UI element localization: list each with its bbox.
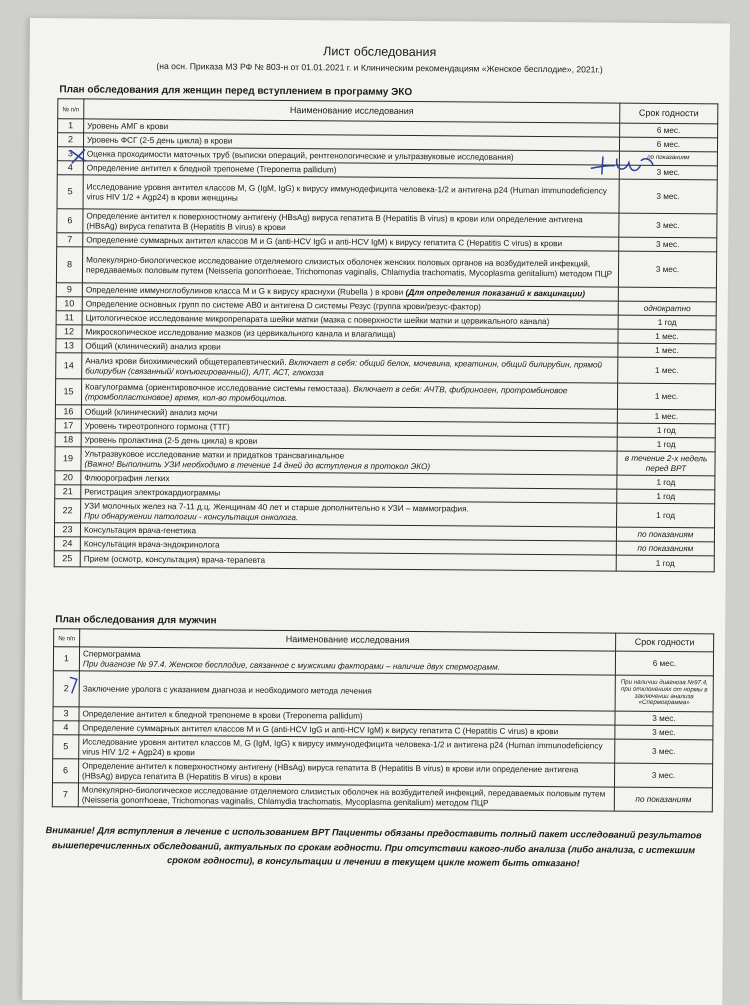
exam-name-text: Цитологическое исследование микропрепарата шейки матки (мазка с поверхности шейки матки и цервикального канала) [85,313,550,326]
table-row [52,783,712,812]
row-number: 4 [53,721,79,735]
exam-expiry: 1 год [617,437,715,452]
col-header-name: Наименование исследования [80,629,616,651]
exam-expiry: 1 мес. [618,343,716,358]
exam-name-note: Включает в себя: общий белок, мочевина, креатинин, общий билирубин, прямой билирубин (связанный/ конъюгированный), АЛТ, АСТ, глюкоза [85,357,603,377]
exam-name-text: Уровень АМГ в крови [87,121,169,131]
table-row [57,175,717,214]
row-number: 4 [57,161,83,175]
row-number: 7 [57,233,83,247]
row-number: 10 [56,297,82,311]
exam-name [83,175,619,213]
exam-name-note: При диагнозе № 97.4. Женское бесплодие, связанное с мужскими факторами – наличие двух спермограмм. [82,658,501,672]
men-section-title: План обследования для мужчин [55,614,217,627]
exam-expiry: 3 мес. [615,739,713,764]
exam-expiry: При наличии диагноза №97.4, при отклонениях от нормы в заключении анализа «Спермограмма» [615,675,713,712]
exam-expiry: 6 мес. [619,137,717,152]
exam-expiry: 1 мес. [618,329,716,344]
exam-name-text: Анализ крови биохимический общетерапевтический. [85,356,287,367]
exam-name-text: Прием (осмотр, консультация) врача-терапевта [83,554,266,565]
handwritten-cross-mark-icon [67,146,91,166]
col-header-num: № п/п [54,629,80,647]
exam-name-note: При обнаружении патологии - консультация онколога. [84,510,299,522]
row-number: 21 [55,485,81,499]
row-number: 1 [58,119,84,133]
warning-note: Внимание! Для вступления в лечение с использованием ВРТ Пациенты обязаны предоставить полный пакет исследований результатов вышеперечисленных обследований, актуальных по срокам годности. При отсутствии какого-либо анализа (либо анализа, с истекшим сроком годности), в консультации и лечении в текущем цикле может быть отказано! [45,825,702,869]
exam-expiry: 1 мес. [617,383,715,410]
row-number: 25 [54,551,80,567]
exam-name-text: Определение основных групп по системе AB0 и антигена D системы Резус (группа крови/резус-фактор) [85,299,481,312]
exam-expiry: 1 год [616,555,714,572]
exam-name-note: (Важно! Выполнить УЗИ необходимо в течение 14 дней до вступления в протокол ЭКО) [84,458,431,471]
exam-name-text: Консультация врача-эндокринолога [83,539,220,550]
exam-expiry: в течение 2-х недель перед ВРТ [617,451,715,476]
exam-name-text: Исследование уровня антител классов M, G (IgM, IgG) к вирусу иммунодефицита человека-1/2 и антигена p24 (Human immunodeficiency virus HIV 1/2 + Agp24) в крови [82,737,603,757]
exam-expiry: 3 мес. [615,725,713,740]
exam-expiry: 3 мес. [619,237,717,252]
row-number: 13 [56,339,82,353]
exam-name-text: Определение антител к бледной трепонеме в крови (Treponema pallidum) [82,709,363,721]
exam-expiry: по показаниям [616,541,714,556]
exam-name [78,783,614,811]
row-number: 9 [56,283,82,297]
exam-name-text: Уровень пролактина (2-5 день цикла) в крови [84,435,258,446]
document-subtitle: (на осн. Приказа МЗ РФ № 803-н от 01.01.2021 г. и Клиническим рекомендациям «Женское бесплодие», 2021г.) [156,60,603,75]
row-number: 5 [53,735,79,759]
exam-expiry: 1 год [617,489,715,504]
exam-expiry: 3 мес. [619,165,717,180]
exam-name-text: Уровень тиреотропного гормона (ТТГ) [84,421,230,432]
exam-name-text: Определение антител к поверхностному антигену (HBsAg) вируса гепатита B (Hepatitis B virus) в крови или определение антигена (HBsAg) вируса гепатита B (Hepatitis B virus) в крови [86,211,583,232]
exam-expiry: 3 мес. [619,179,717,214]
exam-name-note: Включает в себя: АЧТВ, фибриноген, протромбиновое (тромбопластиновое) время, кол-во тромбоцитов. [84,384,568,403]
exam-expiry: по показаниям [619,151,717,166]
col-header-expiry: Срок годности [616,633,714,652]
row-number: 15 [55,379,81,405]
exam-name-text: Определение суммарных антител классов M и G (anti-HCV IgG и anti-HCV IgM) к вирусу гепатита C (Hepatitis C virus) в крови [82,723,559,736]
exam-name-text: Заключение уролога с указанием диагноза и необходимого метода лечения [82,684,372,696]
row-number: 7 [52,783,78,807]
exam-name-text: Молекулярно-биологическое исследование отделяемого слизистых оболочек на возбудителей инфекций, передаваемых половым путем (Neisseria gonorrhoeae, Trichomonas vaginalis, Chlamydia trachomatis, Mycoplasma genitalium) методом ПЦР [81,785,606,808]
exam-name-text: Микроскопическое исследование мазков (из цервикального канала и влагалища) [85,327,396,339]
row-number: 1 [53,647,79,671]
handwritten-check-mark-icon [67,674,81,696]
exam-expiry: 3 мес. [615,711,713,726]
exam-name-text: Определение иммуноглобулинов класса M и G к вирусу краснухи (Rubella ) в крови [85,285,404,297]
exam-expiry: 3 мес. [614,763,712,788]
exam-expiry [618,287,716,302]
exam-name-text: Исследование уровня антител классов M, G (IgM, IgG) к вирусу иммунодефицита человека-1/2 и антигена p24 (Human immunodeficiency virus HIV 1/2 + Agp24) в крови женщины [86,182,607,203]
row-number: 22 [55,499,81,523]
exam-name-text: Определение суммарных антител классов M и G (anti-HCV IgG и anti-HCV IgM) к вирусу гепатита C (Hepatitis C virus) в крови [86,235,563,248]
row-number: 12 [56,325,82,339]
row-number: 17 [55,419,81,433]
exam-name-text: Определение антител к поверхностному антигену (HBsAg) вируса гепатита B (Hepatitis B virus) в крови или определение антигена (HBsAg) вируса гепатита B (Hepatitis B virus) в крови [82,761,579,782]
exam-expiry: 1 год [618,315,716,330]
exam-expiry: 1 мес. [617,409,715,424]
exam-expiry: 1 год [617,423,715,438]
row-number: 6 [52,759,78,783]
row-number: 16 [55,405,81,419]
exam-expiry: 6 мес. [615,651,713,676]
row-number: 8 [56,247,82,283]
exam-expiry: 3 мес. [619,213,717,238]
exam-name-note: (Для определения показаний к вакцинации) [405,287,585,299]
row-number: 2 [57,133,83,147]
exam-expiry: 6 мес. [620,123,718,138]
exam-expiry: 1 год [617,503,715,528]
exam-name-text: Молекулярно-биологическое исследование отделяемого слизистых оболочек женских половых органов на возбудителей инфекций, передаваемых половым путем (Neisseria gonorrhoeae, Trichomonas vaginalis, Chlamydia trachomatis, Mycoplasma genitalium) методом ПЦР [85,255,613,279]
row-number: 5 [57,175,83,209]
exam-name-text: УЗИ молочных желез на 7-11 д.ц. Женщинам 40 лет и старше дополнительно к УЗИ – маммография. [84,501,469,514]
row-number: 18 [55,433,81,447]
exam-name-text: Флюорография легких [84,473,170,483]
exam-expiry: 1 год [617,475,715,490]
exam-name [82,247,618,287]
col-header-num: № п/п [58,99,84,119]
exam-name-text: Консультация врача-генетика [83,525,197,535]
women-section-title: План обследования для женщин перед вступлением в программу ЭКО [59,84,413,99]
row-number: 11 [56,311,82,325]
exam-name-text: Общий (клинический) анализ крови [85,341,221,352]
row-number: 14 [56,353,82,379]
exam-expiry: 1 мес. [618,357,716,384]
table-row [53,671,713,712]
exam-expiry: однократно [618,301,716,316]
row-number: 3 [53,707,79,721]
exam-name [80,551,616,571]
exam-name-text: Общий (клинический) анализ мочи [84,407,218,418]
exam-name-text: Уровень ФСГ (2-5 день цикла) в крови [87,135,233,146]
exam-name-text: Регистрация электрокардиограммы [84,487,221,498]
row-number: 23 [54,523,80,537]
row-number: 24 [54,537,80,551]
exam-name-text: Ультразвуковое исследование матки и придатков трансвагинальное [84,449,345,461]
col-header-name: Наименование исследования [84,99,620,123]
exam-name-text: Оценка проходимости маточных труб (выписки операций, рентгенологические и ультразвуковые исследования) [86,149,514,162]
exam-name-text: Спермограмма [82,649,141,659]
exam-expiry: 3 мес. [618,251,716,288]
exam-name-text: Определение антител к бледной трепонеме (Treponema pallidum) [86,163,337,175]
men-exam-table [52,628,714,812]
row-number: 19 [55,447,81,471]
row-number: 2 [53,671,79,707]
row-number: 3 [57,147,83,161]
exam-name-text: Коагулограмма (ориентировочное исследование системы гемостаза). [85,382,352,394]
table-row [56,247,716,288]
handwritten-annotation-icon [589,150,657,179]
document-page [22,18,730,1005]
document-title: Лист обследования [323,44,437,60]
row-number: 6 [57,209,83,233]
col-header-expiry: Срок годности [620,103,718,124]
row-number: 20 [55,471,81,485]
exam-name [79,671,615,711]
exam-expiry: по показаниям [616,527,714,542]
exam-expiry: по показаниям [614,787,712,812]
